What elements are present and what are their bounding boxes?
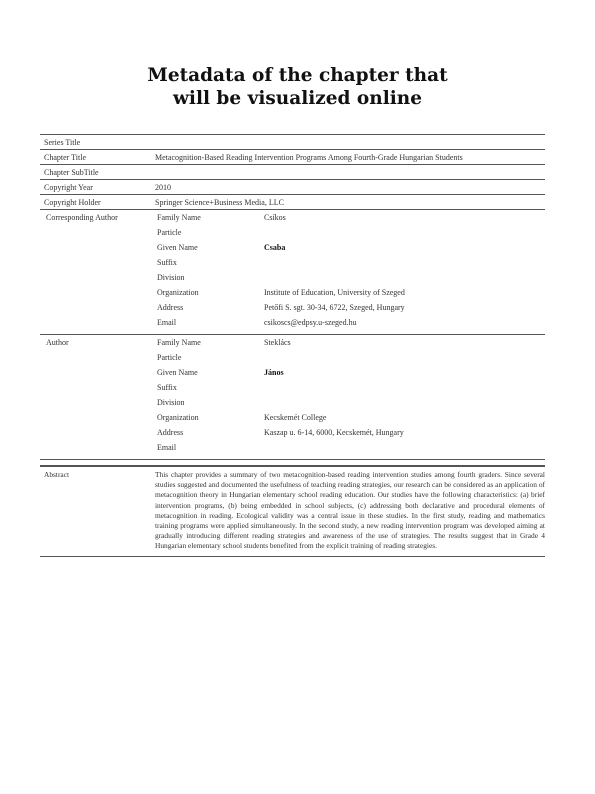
field-value bbox=[264, 382, 545, 397]
field-family-name bbox=[152, 212, 545, 227]
page-title-line-2: will be visualized online bbox=[172, 88, 422, 109]
field-family-name bbox=[152, 337, 545, 352]
field-name: Family Name bbox=[157, 338, 201, 347]
author-label: Author bbox=[46, 338, 69, 347]
field-organization bbox=[152, 412, 545, 427]
field-name: Address bbox=[157, 303, 184, 312]
author-fields bbox=[152, 337, 545, 457]
author-block bbox=[40, 335, 545, 460]
row-chapter-subtitle bbox=[40, 165, 545, 180]
field-name: Email bbox=[157, 443, 177, 452]
field-value: János bbox=[264, 368, 284, 377]
field-name: Particle bbox=[157, 353, 182, 362]
field-value bbox=[264, 352, 545, 367]
field-value: csikoscs@edpsy.u-szeged.hu bbox=[264, 318, 357, 327]
copyright-holder-value: Springer Science+Business Media, LLC bbox=[155, 197, 284, 207]
field-value bbox=[264, 227, 545, 242]
field-name: Particle bbox=[157, 228, 182, 237]
abstract-block bbox=[40, 466, 545, 557]
field-given-name bbox=[152, 242, 545, 257]
field-email bbox=[152, 317, 545, 332]
page-title bbox=[0, 64, 595, 110]
field-name: Suffix bbox=[157, 383, 177, 392]
field-given-name bbox=[152, 367, 545, 382]
chapter-title-label: Chapter Title bbox=[44, 152, 87, 162]
metadata-table bbox=[40, 134, 545, 557]
series-title-label: Series Title bbox=[44, 137, 81, 147]
abstract-text: This chapter provides a summary of two metacognition-based reading intervention studies among fourth graders. Since several studies suggested and documented the usefulness of teaching reading strategies, our research can be considered as an application of metacognition theory in Hungarian elementary school reading education. Our studies have the following characteristics: (a) brief intervention programs, (b) being embedded in school subjects, (c) addressing both declarative and procedural elements of metacognition in reading. Ecological validity was a central issue in these studies. In the first study, reading and mathematics training programs were applied simultaneously. In the second study, a new reading intervention program was developed aiming at gradually introducing different reading strategies and awareness of the use of strategies. The results suggest that in Grade 4 Hungarian elementary school students benefited from the explicit training of reading strategies. bbox=[155, 470, 545, 551]
field-name: Given Name bbox=[157, 368, 198, 377]
field-name: Address bbox=[157, 428, 184, 437]
field-name: Email bbox=[157, 318, 177, 327]
abstract-label: Abstract bbox=[44, 470, 70, 479]
row-series-title bbox=[40, 135, 545, 150]
field-particle bbox=[152, 352, 545, 367]
field-value bbox=[264, 257, 545, 272]
chapter-subtitle-label: Chapter SubTitle bbox=[44, 167, 99, 177]
field-name: Division bbox=[157, 398, 185, 407]
field-value bbox=[264, 397, 545, 412]
corresponding-author-fields bbox=[152, 212, 545, 332]
field-suffix bbox=[152, 257, 545, 272]
row-copyright-holder bbox=[40, 195, 545, 210]
field-name: Given Name bbox=[157, 243, 198, 252]
copyright-holder-label: Copyright Holder bbox=[44, 197, 101, 207]
field-value bbox=[264, 442, 545, 457]
field-division bbox=[152, 272, 545, 287]
field-value: Kaszap u. 6-14, 6000, Kecskemét, Hungary bbox=[264, 428, 404, 437]
chapter-title-value: Metacognition-Based Reading Intervention Programs Among Fourth-Grade Hungarian Students bbox=[155, 152, 463, 162]
field-email bbox=[152, 442, 545, 457]
field-name: Division bbox=[157, 273, 185, 282]
field-value: Kecskemét College bbox=[264, 413, 327, 422]
field-value bbox=[264, 272, 545, 287]
field-name: Suffix bbox=[157, 258, 177, 267]
corresponding-author-label: Corresponding Author bbox=[46, 213, 118, 222]
row-copyright-year bbox=[40, 180, 545, 195]
field-value: Csíkos bbox=[264, 213, 286, 222]
copyright-year-value: 2010 bbox=[155, 182, 171, 192]
field-value: Petőfi S. sgt. 30-34, 6722, Szeged, Hungary bbox=[264, 303, 405, 312]
field-address bbox=[152, 302, 545, 317]
row-chapter-title bbox=[40, 150, 545, 165]
corresponding-author-block bbox=[40, 210, 545, 335]
field-address bbox=[152, 427, 545, 442]
field-value: Steklács bbox=[264, 338, 291, 347]
field-name: Organization bbox=[157, 288, 199, 297]
copyright-year-label: Copyright Year bbox=[44, 182, 93, 192]
field-organization bbox=[152, 287, 545, 302]
field-name: Family Name bbox=[157, 213, 201, 222]
field-value: Institute of Education, University of Szeged bbox=[264, 288, 405, 297]
field-name: Organization bbox=[157, 413, 199, 422]
field-value: Csaba bbox=[264, 243, 286, 252]
field-division bbox=[152, 397, 545, 412]
field-suffix bbox=[152, 382, 545, 397]
page-title-line-1: Metadata of the chapter that bbox=[147, 65, 448, 86]
field-particle bbox=[152, 227, 545, 242]
